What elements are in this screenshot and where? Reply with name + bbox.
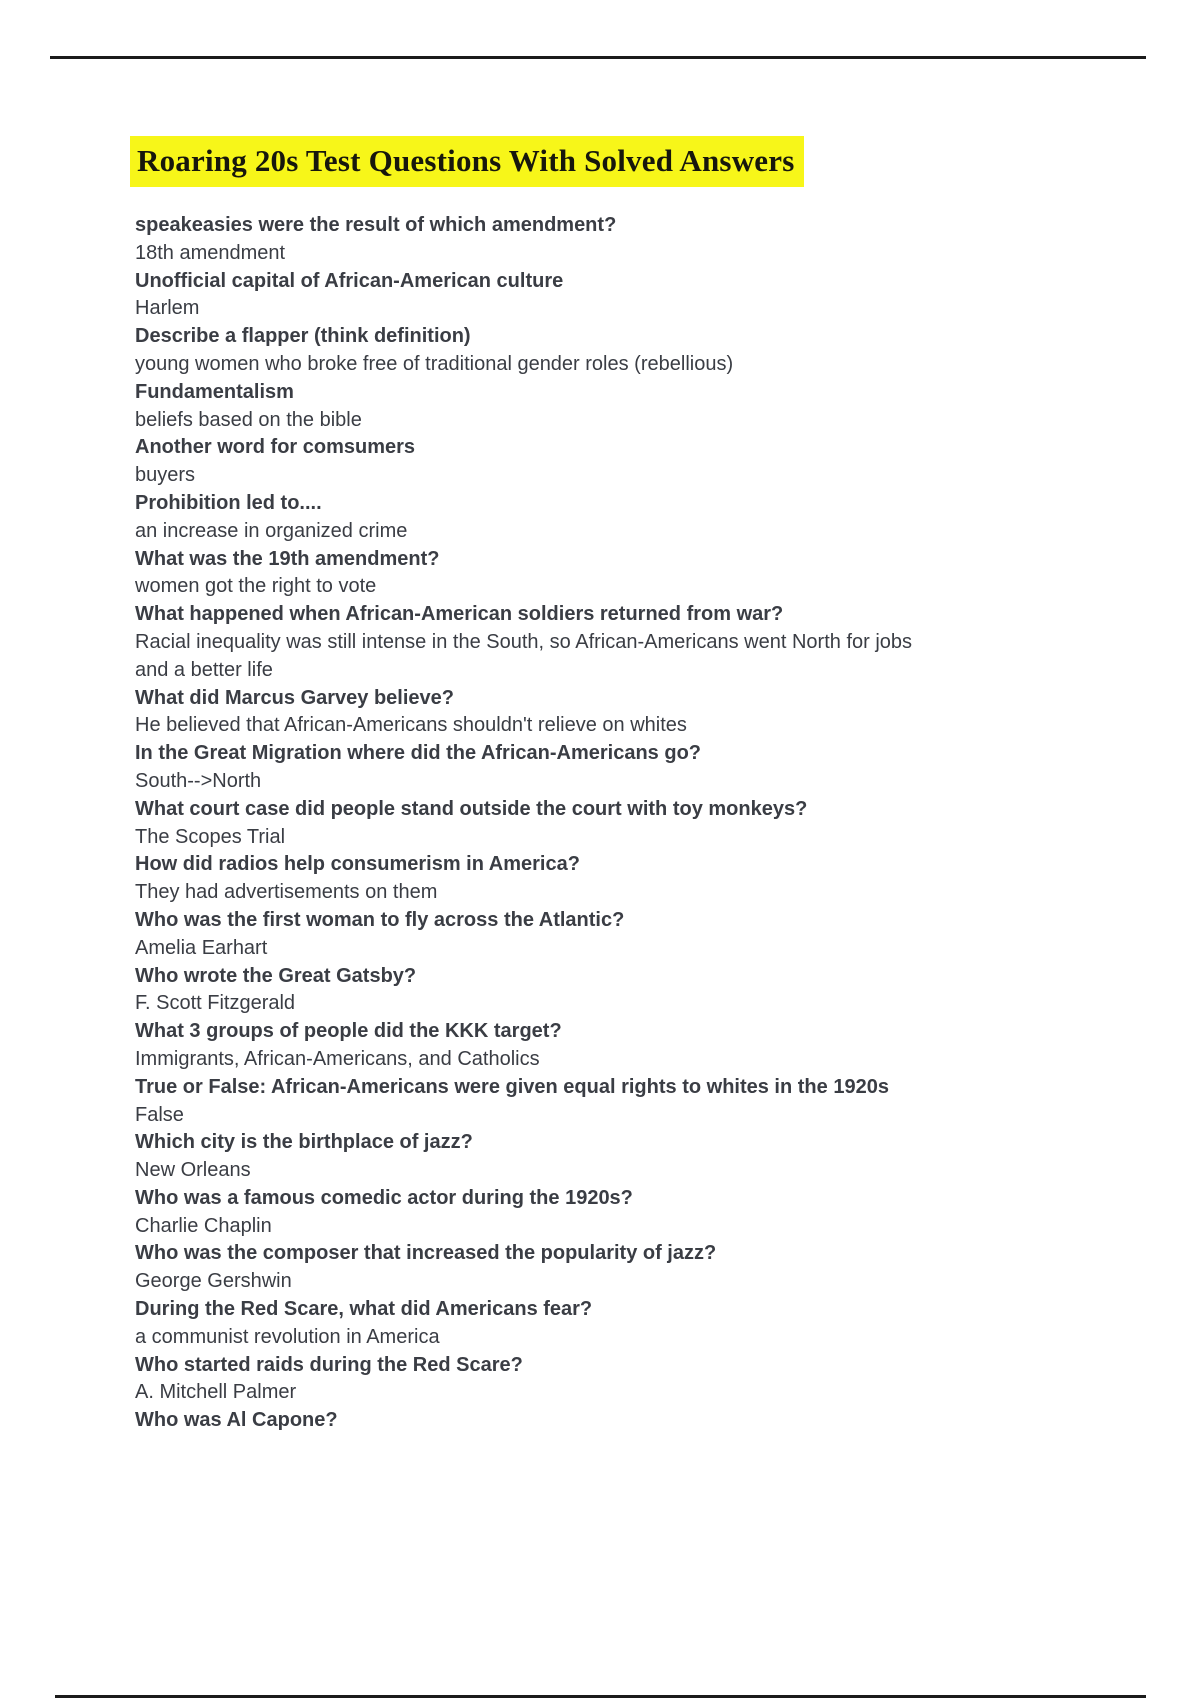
question-line: Describe a flapper (think definition) [135,325,471,348]
answer-line: young women who broke free of traditional gender roles (rebellious) [135,352,734,375]
question-line: What did Marcus Garvey believe? [135,686,454,709]
question-line: How did radios help consumerism in America? [135,853,580,876]
title-container [130,136,804,187]
question-line: Another word for comsumers [135,436,416,459]
top-divider [50,56,1146,59]
question-line: Who was the first woman to fly across the Atlantic? [135,908,625,931]
question-line: Who started raids during the Red Scare? [135,1353,523,1376]
question-line: Prohibition led to.... [135,491,322,514]
qa-list [135,212,1175,1435]
question-line: speakeasies were the result of which amendment? [135,214,617,236]
answer-line: They had advertisements on them [135,881,438,904]
question-line: Which city is the birthplace of jazz? [135,1131,473,1154]
answer-line: South-->North [135,769,262,792]
question-line: What happened when African-American soldiers returned from war? [135,603,784,626]
answer-line: and a better life [135,658,273,681]
answer-line: Immigrants, African-Americans, and Catholics [135,1047,540,1070]
question-line: What was the 19th amendment? [135,547,440,570]
question-line: Who was the composer that increased the popularity of jazz? [135,1242,717,1265]
answer-line: George Gershwin [135,1270,292,1293]
question-line: Fundamentalism [135,380,294,403]
answer-line: He believed that African-Americans shouldn't relieve on whites [135,714,687,737]
answer-line: buyers [135,464,196,487]
question-line: During the Red Scare, what did Americans fear? [135,1298,593,1321]
question-line: Who wrote the Great Gatsby? [135,964,417,987]
question-line: Unofficial capital of African-American culture [135,269,564,292]
page-title: Roaring 20s Test Questions With Solved Answers [130,136,804,187]
question-line: Who was Al Capone? [135,1409,338,1432]
question-line: What 3 groups of people did the KKK target? [135,1020,562,1043]
question-line: What court case did people stand outside the court with toy monkeys? [135,797,808,820]
answer-line: Racial inequality was still intense in the South, so African-Americans went North for jobs [135,630,913,653]
answer-line: The Scopes Trial [135,825,286,848]
answer-line: Amelia Earhart [135,936,268,959]
answer-line: 18th amendment [135,241,286,264]
bottom-divider [55,1695,1146,1698]
answer-line: A. Mitchell Palmer [135,1381,297,1404]
answer-line: Harlem [135,297,200,320]
answer-line: women got the right to vote [135,575,377,598]
question-line: In the Great Migration where did the African-Americans go? [135,742,702,765]
answer-line: beliefs based on the bible [135,408,362,431]
answer-line: a communist revolution in America [135,1325,440,1348]
answer-line: F. Scott Fitzgerald [135,992,296,1015]
answer-line: False [135,1103,184,1126]
answer-line: an increase in organized crime [135,519,408,542]
question-line: True or False: African-Americans were given equal rights to whites in the 1920s [135,1075,889,1098]
answer-line: New Orleans [135,1159,251,1182]
answer-line: Charlie Chaplin [135,1214,272,1237]
question-line: Who was a famous comedic actor during the 1920s? [135,1186,633,1209]
